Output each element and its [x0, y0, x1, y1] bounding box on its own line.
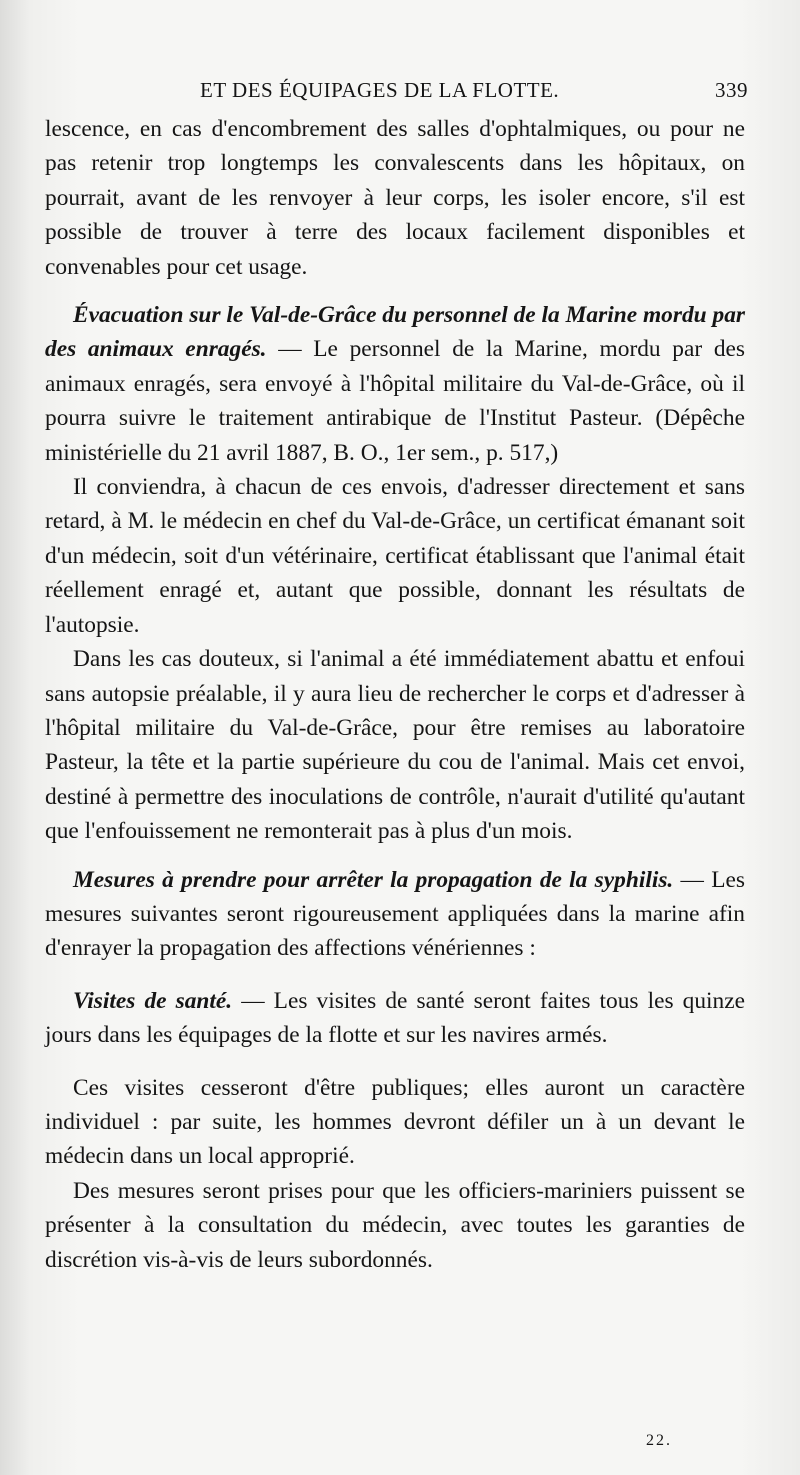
section-heading-visites: Visites de santé. — [73, 987, 233, 1014]
paragraph-evacuation — [45, 298, 745, 470]
signature-mark: 22. — [646, 1432, 672, 1449]
paragraph-text: — Les visites de santé seront faites tous les quinze jours dans les équipages de la flotte et sur les navires armés. — [45, 987, 745, 1049]
body-text — [45, 112, 745, 1277]
paragraph-individuel — [45, 1071, 745, 1174]
paragraph-cas-douteux — [45, 642, 745, 848]
paragraph-text: Ces visites cesseront d'être publiques; elles auront un caractère individuel : par suite, les hommes devront défiler un à un devant le médecin dans un local approprié. — [45, 1074, 745, 1170]
paragraph-officiers — [45, 1174, 745, 1277]
paragraph-text: Dans les cas douteux, si l'animal a été immédiatement abattu et enfoui sans autopsie préalable, il y aura lieu de rechercher le corps et d'adresser à l'hôpital militaire du Val-de-Grâce, pour être remises au laboratoire Pasteur, la tête et la partie supérieure du cou de l'animal. Mais cet envoi, destiné à permettre des inoculations de contrôle, n'aurait d'utilité qu'autant que l'enfouissement ne remonterait pas à plus d'un mois. — [45, 646, 745, 845]
paragraph-certificat — [45, 470, 745, 642]
running-header — [200, 78, 760, 108]
paragraph-text: — Les mesures suivantes seront rigoureusement appliquées dans la marine afin d'enrayer la propagation des affections vénériennes : — [45, 866, 745, 962]
paragraph-text: Des mesures seront prises pour que les officiers-mariniers puissent se présenter à la consultation du médecin, avec toutes les garanties de discrétion vis-à-vis de leurs subordonnés. — [45, 1177, 745, 1273]
paragraph-convalescents — [45, 112, 745, 284]
paragraph-text: lescence, en cas d'encombrement des salles d'ophtalmiques, ou pour ne pas retenir trop longtemps les convalescents dans les hôpitaux, on pourrait, avant de les renvoyer à leur corps, les isoler encore, s'il est possible de trouver à terre des locaux facilement disponibles et convenables pour cet usage. — [45, 116, 745, 280]
running-title: ET DES ÉQUIPAGES DE LA FLOTTE. — [200, 78, 560, 102]
page-number: 339 — [715, 78, 748, 102]
paragraph-visites — [45, 984, 745, 1053]
section-heading-evacuation: Évacuation sur le Val-de-Grâce du personnel de la Marine mordu par des animaux enragés. — [45, 302, 745, 363]
section-heading-syphilis: Mesures à prendre pour arrêter la propagation de la syphilis. — [73, 866, 674, 893]
paragraph-syphilis — [45, 863, 745, 966]
paragraph-text: Il conviendra, à chacun de ces envois, d'adresser directement et sans retard, à M. le médecin en chef du Val-de-Grâce, un certificat émanant soit d'un médecin, soit d'un vétérinaire, certificat établissant que l'animal était réellement enragé et, autant que possible, donnant les résultats de l'autopsie. — [45, 474, 745, 638]
paragraph-text: — Le personnel de la Marine, mordu par des animaux enragés, sera envoyé à l'hôpital militaire du Val-de-Grâce, où il pourra suivre le traitement antirabique de l'Institut Pasteur. (Dépêche ministérielle du 21 avril 1887, B. O., 1er sem., p. 517,) — [45, 336, 745, 466]
